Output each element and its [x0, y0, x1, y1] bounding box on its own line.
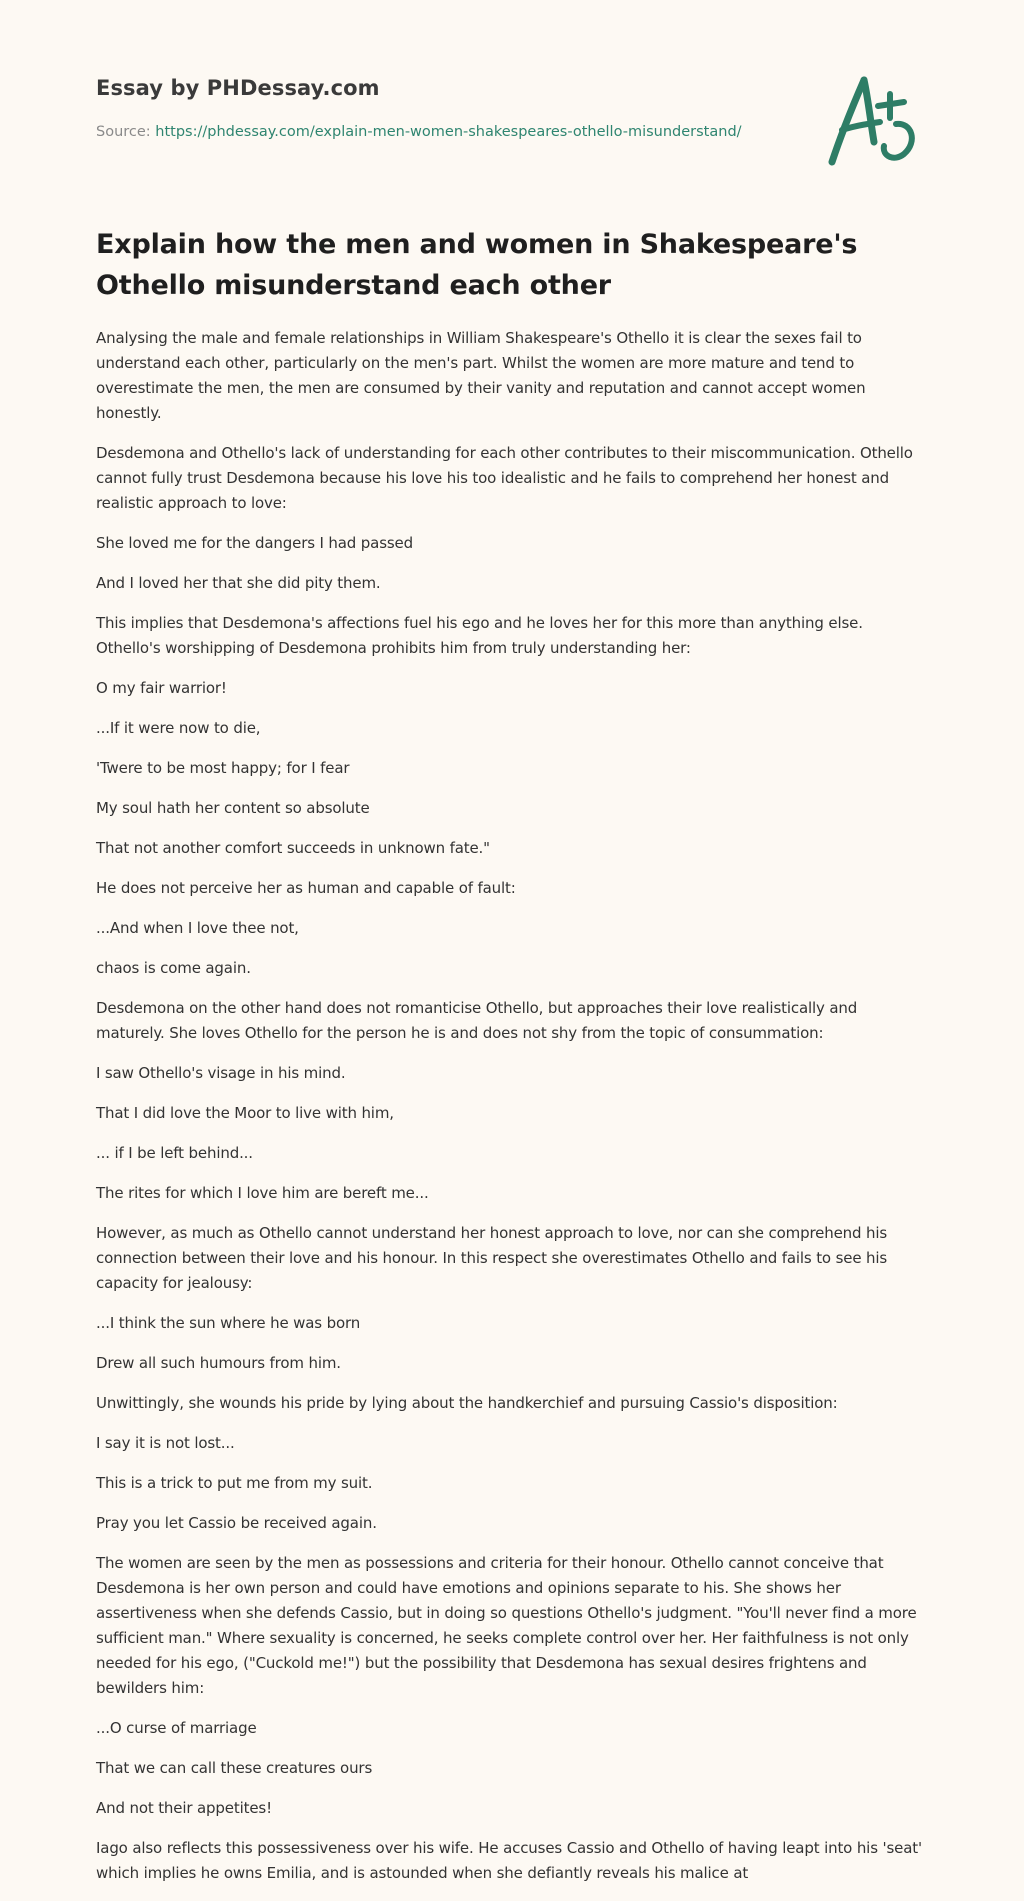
paragraph: Desdemona and Othello's lack of understanding for each other contributes to their miscommunication. Othello cannot fully trust Desdemona because his love his too idealistic and he fails to comprehend her honest and realistic approach to love:: [96, 444, 913, 512]
quote-line: ... if I be left behind...: [96, 1144, 253, 1162]
quote-line: That we can call these creatures ours: [96, 1759, 373, 1777]
paragraph: Unwittingly, she wounds his pride by lying about the handkerchief and pursuing Cassio's disposition:: [96, 1394, 838, 1412]
quote-line: The rites for which I love him are bereft me...: [96, 1184, 429, 1202]
paragraph: He does not perceive her as human and capable of fault:: [96, 879, 516, 897]
essay-body: [96, 326, 928, 1901]
quote-line: This is a trick to put me from my suit.: [96, 1474, 373, 1492]
quote-line: ...If it were now to die,: [96, 719, 261, 737]
paragraph: Iago also reflects this possessiveness over his wife. He accuses Cassio and Othello of having leapt into his 'seat' which implies he owns Emilia, and is astounded when she defiantly reveals his malice at: [96, 1839, 922, 1882]
source-line: [96, 124, 742, 140]
quote-line: That I did love the Moor to live with him,: [96, 1104, 394, 1122]
quote-line: O my fair warrior!: [96, 679, 227, 697]
quote-line: And I loved her that she did pity them.: [96, 574, 381, 592]
source-label: Source:: [96, 124, 156, 140]
quote-line: Drew all such humours from him.: [96, 1354, 341, 1372]
quote-line: My soul hath her content so absolute: [96, 799, 370, 817]
quote-line: I say it is not lost...: [96, 1434, 235, 1452]
quote-line: ...I think the sun where he was born: [96, 1314, 361, 1332]
quote-line: I saw Othello's visage in his mind.: [96, 1064, 346, 1082]
quote-line: 'Twere to be most happy; for I fear: [96, 759, 350, 777]
paragraph: This implies that Desdemona's affections fuel his ego and he loves her for this more than anything else. Othello's worshipping of Desdemona prohibits him from truly understanding her:: [96, 614, 863, 657]
quote-line: And not their appetites!: [96, 1799, 272, 1817]
paragraph: The women are seen by the men as possessions and criteria for their honour. Othello cannot conceive that Desdemona is her own person and could have emotions and opinions separate to his. She shows her assertiveness when she defends Cassio, but in doing so questions Othello's judgment. "You'll never find a more sufficient man." Where sexuality is concerned, he seeks complete control over her. Her faithfulness is not only needed for his ego, ("Cuckold me!") but the possibility that Desdemona has sexual desires frightens and bewilders him:: [96, 1554, 917, 1697]
paragraph: However, as much as Othello cannot understand her honest approach to love, nor can she comprehend his connection between their love and his honour. In this respect she overestimates Othello and fails to see his capacity for jealousy:: [96, 1224, 888, 1292]
source-link[interactable]: https://phdessay.com/explain-men-women-shakespeares-othello-misunderstand/: [155, 124, 742, 140]
quote-line: Pray you let Cassio be received again.: [96, 1514, 377, 1532]
quote-line: That not another comfort succeeds in unknown fate.": [96, 839, 490, 857]
a-plus-logo-icon: [824, 68, 936, 168]
quote-line: ...O curse of marriage: [96, 1719, 257, 1737]
paragraph: Analysing the male and female relationships in William Shakespeare's Othello it is clear the sexes fail to understand each other, particularly on the men's part. Whilst the women are more mature and tend to overestimate the men, the men are consumed by their vanity and reputation and cannot accept women honestly.: [96, 329, 866, 422]
paragraph: Desdemona on the other hand does not romanticise Othello, but approaches their love realistically and maturely. She loves Othello for the person he is and does not shy from the topic of consummation:: [96, 999, 858, 1042]
quote-line: She loved me for the dangers I had passed: [96, 534, 413, 552]
brand-title: Essay by PHDessay.com: [96, 76, 380, 100]
quote-line: chaos is come again.: [96, 959, 251, 977]
essay-title: Explain how the men and women in Shakespeare's Othello misunderstand each other: [96, 229, 858, 301]
quote-line: ...And when I love thee not,: [96, 919, 299, 937]
